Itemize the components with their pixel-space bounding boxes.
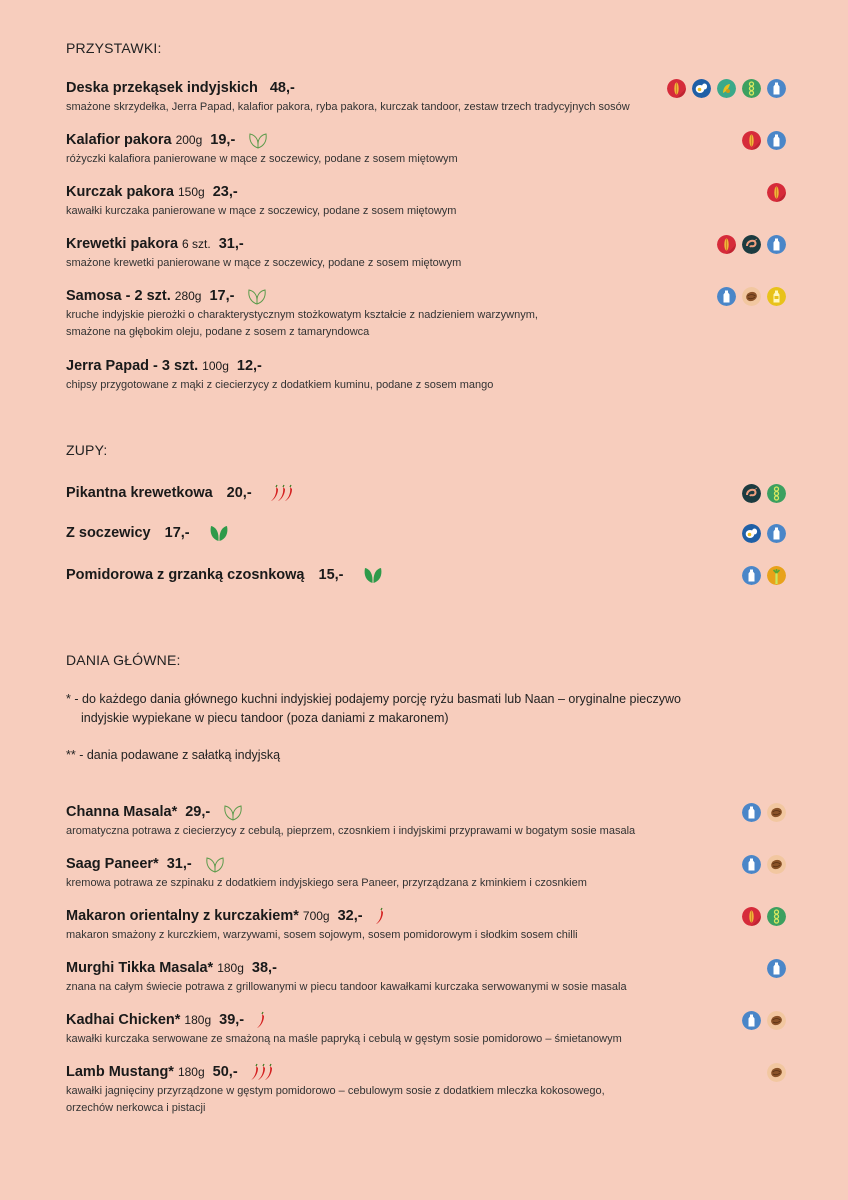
dish-price: 12,-	[236, 358, 262, 374]
menu-item-header	[66, 523, 786, 543]
dish-price: 17,-	[209, 288, 235, 304]
chili-pepper-icon	[375, 907, 386, 925]
nuts-icon	[767, 803, 786, 822]
chili-pepper-icon	[250, 1063, 275, 1081]
dish-price: 32,-	[337, 908, 363, 924]
milk-icon	[767, 79, 786, 98]
dish-weight: 200g	[175, 133, 203, 147]
gluten-icon	[767, 183, 786, 202]
menu-item	[66, 234, 786, 271]
dish-weight: 180g	[217, 961, 244, 975]
milk-icon	[767, 131, 786, 150]
dish-weight: 100g	[202, 359, 229, 373]
menu-item	[66, 958, 786, 995]
dish-weight: 700g	[302, 909, 330, 923]
chili-pepper-icon	[256, 1011, 267, 1029]
dish-name: Pikantna krewetkowa	[66, 485, 213, 501]
dish-description: orzechów nerkowca i pistacji	[66, 1102, 206, 1114]
menu-item-header	[66, 234, 786, 254]
dish-name: Kadhai Chicken*	[66, 1012, 181, 1028]
dish-name: Z soczewicy	[66, 525, 151, 541]
dish-name: Kalafior pakora	[66, 132, 172, 148]
milk-icon	[742, 566, 761, 585]
section-title: ZUPY:	[66, 442, 108, 458]
menu-item-header	[66, 1062, 786, 1082]
dish-description: kawałki kurczaka serwowane ze smażoną na maśle papryką i cebulą w gęstym sosie pomidorowo – śmietanowym	[66, 1033, 622, 1045]
menu-item	[66, 565, 786, 585]
soy-icon	[767, 484, 786, 503]
allergen-icons	[667, 79, 786, 98]
dish-price: 31,-	[218, 236, 244, 252]
dish-description: znana na całym świecie potrawa z grillowanymi w piecu tandoor kawałkami kurczaka serwowanymi w sosie masala	[66, 981, 627, 993]
allergen-icons	[742, 484, 786, 503]
dish-price: 38,-	[251, 960, 277, 976]
dish-price: 23,-	[212, 184, 238, 200]
dish-description: chipsy przygotowane z mąki z ciecierzycy z dodatkiem kuminu, podane z sosem mango	[66, 379, 494, 391]
footnote-mark: *	[66, 692, 71, 706]
dish-weight: 6 szt.	[182, 237, 211, 251]
dish-price: 48,-	[269, 80, 295, 96]
milk-icon	[717, 287, 736, 306]
dish-weight: 150g	[178, 185, 205, 199]
footnote-text: - dania podawane z sałatką indyjską	[79, 748, 281, 762]
section-title: DANIA GŁÓWNE:	[66, 652, 181, 668]
shellfish-icon	[742, 484, 761, 503]
menu-item-header	[66, 356, 786, 376]
dish-name: Makaron orientalny z kurczakiem*	[66, 908, 299, 924]
dish-name: Krewetki pakora	[66, 236, 179, 252]
dish-description: smażone na głębokim oleju, podane z sosem z tamaryndowca	[66, 326, 370, 338]
footnote-text: - do każdego dania głównego kuchni indyjskiej podajemy porcję ryżu basmati lub Naan – oryginalne pieczywo	[74, 692, 681, 706]
dish-price: 19,-	[210, 132, 236, 148]
egg-icon	[742, 524, 761, 543]
menu-item	[66, 1062, 786, 1116]
menu-item-header	[66, 286, 786, 306]
milk-icon	[742, 855, 761, 874]
vegetarian-leaf-icon	[222, 802, 244, 822]
dish-description: kawałki kurczaka panierowane w mące z soczewicy, podane z sosem miętowym	[66, 205, 457, 217]
menu-item	[66, 1010, 786, 1047]
menu-item	[66, 483, 786, 503]
dish-price: 39,-	[219, 1012, 245, 1028]
milk-icon	[767, 235, 786, 254]
menu-item	[66, 130, 786, 167]
menu-item	[66, 356, 786, 393]
menu-item	[66, 523, 786, 543]
vegan-leaf-icon	[362, 565, 384, 585]
footnote-text-continued: indyjskie wypiekane w piecu tandoor (poza daniami z makaronem)	[81, 711, 449, 725]
menu-item	[66, 286, 786, 340]
dish-price: 29,-	[185, 804, 211, 820]
footnote-line	[66, 690, 681, 709]
menu-item-header	[66, 1010, 786, 1030]
dish-price: 17,-	[164, 525, 190, 541]
milk-icon	[767, 959, 786, 978]
menu-item-header	[66, 958, 786, 978]
vegetarian-leaf-icon	[246, 286, 268, 306]
allergen-icons	[742, 566, 786, 585]
allergen-icons	[742, 803, 786, 822]
dish-description: kremowa potrawa ze szpinaku z dodatkiem indyjskiego sera Paneer, przyrządzana z kminkiem i czosnkiem	[66, 877, 587, 889]
dish-description: różyczki kalafiora panierowane w mące z soczewicy, podane z sosem miętowym	[66, 153, 458, 165]
allergen-icons	[742, 907, 786, 926]
menu-item	[66, 182, 786, 219]
menu-item-header	[66, 182, 786, 202]
dish-name: Kurczak pakora	[66, 184, 174, 200]
dish-price: 20,-	[226, 485, 252, 501]
footnote-line	[66, 746, 280, 765]
gluten-icon	[742, 131, 761, 150]
dish-name: Deska przekąsek indyjskich	[66, 80, 258, 96]
dish-weight: 280g	[174, 289, 202, 303]
allergen-icons	[767, 959, 786, 978]
dish-name: Lamb Mustang*	[66, 1064, 174, 1080]
allergen-icons	[742, 1011, 786, 1030]
allergen-icons	[742, 131, 786, 150]
dish-name: Murghi Tikka Masala*	[66, 960, 214, 976]
dish-description: smażone skrzydełka, Jerra Papad, kalafior pakora, ryba pakora, kurczak tandoor, zestaw trzech tradycyjnych sosów	[66, 101, 630, 113]
soy-icon	[767, 907, 786, 926]
vegetarian-leaf-icon	[204, 854, 226, 874]
dish-name: Saag Paneer*	[66, 856, 159, 872]
dish-description: kawałki jagnięciny przyrządzone w gęstym pomidorowo – cebulowym sosie z dodatkiem mleczka kokosowego,	[66, 1085, 605, 1097]
footnote	[66, 746, 280, 765]
nuts-icon	[767, 855, 786, 874]
allergen-icons	[742, 524, 786, 543]
menu-item-header	[66, 854, 786, 874]
nuts-icon	[767, 1063, 786, 1082]
menu-item-header	[66, 483, 786, 503]
dish-weight: 180g	[177, 1065, 205, 1079]
nuts-icon	[742, 287, 761, 306]
dish-description: kruche indyjskie pierożki o charakterystycznym stożkowatym kształcie z nadzieniem warzywnym,	[66, 309, 538, 321]
dish-price: 50,-	[212, 1064, 238, 1080]
menu-item	[66, 802, 786, 839]
menu-item-header	[66, 565, 786, 585]
footnote	[66, 690, 681, 728]
dish-description: smażone krewetki panierowane w mące z soczewicy, podane z sosem miętowym	[66, 257, 462, 269]
egg-icon	[692, 79, 711, 98]
menu-item-header	[66, 130, 786, 150]
gluten-icon	[717, 235, 736, 254]
vegetarian-leaf-icon	[247, 130, 269, 150]
menu-item-header	[66, 906, 786, 926]
allergen-icons	[767, 183, 786, 202]
dish-name: Samosa - 2 szt.	[66, 288, 171, 304]
dish-description: makaron smażony z kurczkiem, warzywami, sosem sojowym, sosem pomidorowym i słodkim sosem chilli	[66, 929, 578, 941]
dish-name: Channa Masala*	[66, 804, 178, 820]
dish-name: Pomidorowa z grzanką czosnkową	[66, 567, 305, 583]
menu-item	[66, 906, 786, 943]
allergen-icons	[717, 287, 786, 306]
section-title: PRZYSTAWKI:	[66, 40, 162, 56]
milk-icon	[767, 524, 786, 543]
chili-pepper-icon	[270, 484, 295, 502]
menu-item-header	[66, 802, 786, 822]
dish-price: 15,-	[318, 567, 344, 583]
vegan-leaf-icon	[208, 523, 230, 543]
nuts-icon	[767, 1011, 786, 1030]
celery-icon	[767, 566, 786, 585]
milk-icon	[742, 803, 761, 822]
dish-description: aromatyczna potrawa z ciecierzycy z cebulą, pieprzem, czosnkiem i indyjskimi przyprawami w bogatym sosie masala	[66, 825, 636, 837]
dish-price: 31,-	[166, 856, 192, 872]
dish-name: Jerra Papad - 3 szt.	[66, 358, 199, 374]
allergen-icons	[717, 235, 786, 254]
milk-icon	[742, 1011, 761, 1030]
shellfish-icon	[742, 235, 761, 254]
gluten-icon	[667, 79, 686, 98]
sesame-icon	[767, 287, 786, 306]
allergen-icons	[742, 855, 786, 874]
menu-item	[66, 854, 786, 891]
dish-weight: 180g	[184, 1013, 212, 1027]
soy-icon	[742, 79, 761, 98]
footnote-mark: **	[66, 748, 76, 762]
allergen-icons	[767, 1063, 786, 1082]
mustard-icon	[717, 79, 736, 98]
gluten-icon	[742, 907, 761, 926]
